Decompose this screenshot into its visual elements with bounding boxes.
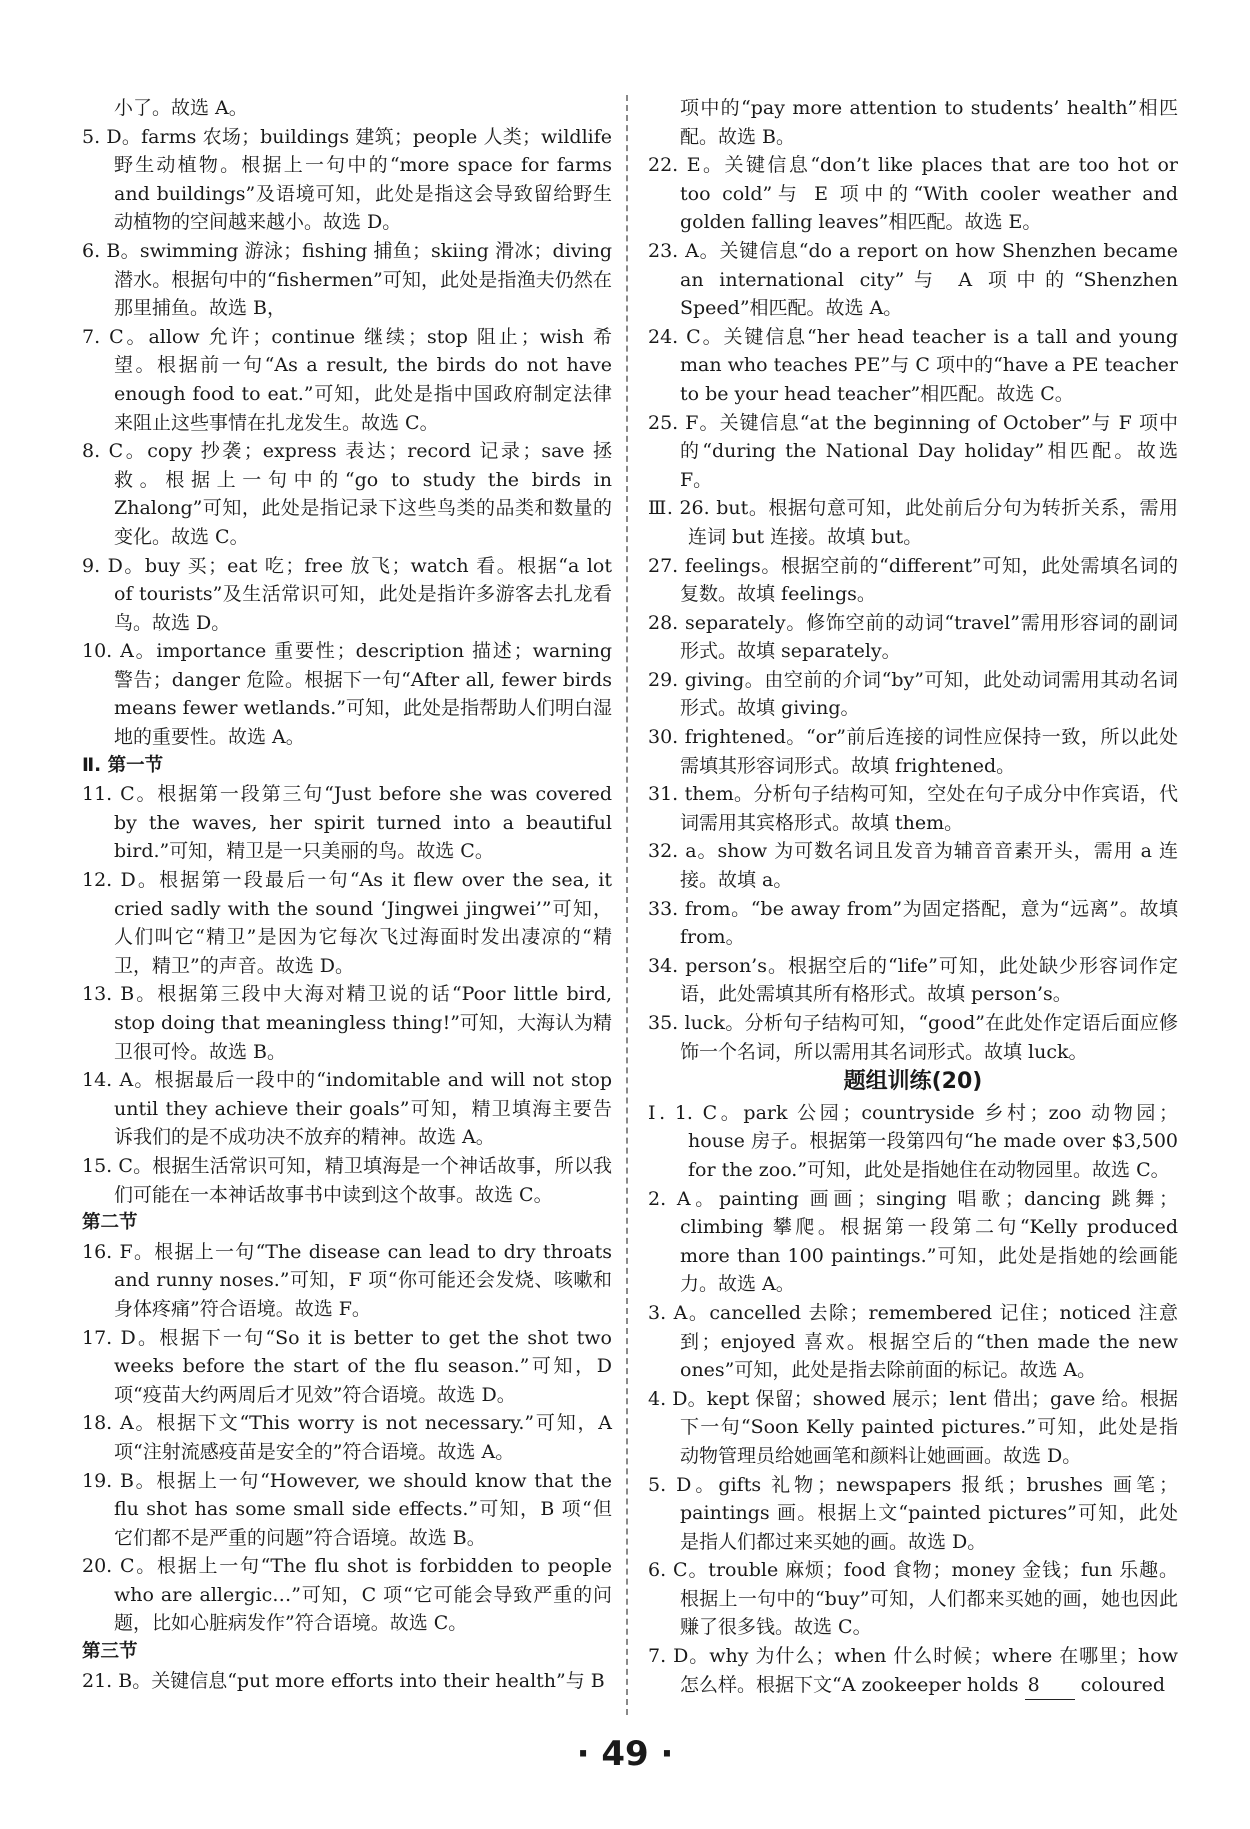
answer-item: 22. E。关键信息“don’t like places that are too hot or too cold”与 E 项中的“With cooler weather and golden falling leaves”相匹配。故选 E。 bbox=[648, 154, 1178, 234]
answer-item: 30. frightened。“or”前后连接的词性应保持一致，所以此处需填其形容词形式。故填 frightened。 bbox=[648, 726, 1178, 777]
left-column bbox=[82, 94, 612, 1695]
answer-item: 5. D。farms 农场；buildings 建筑；people 人类；wildlife 野生动植物。根据上一句中的“more space for farms and buildings”及语境可知，此处是指这会导致留给野生动植物的空间越来越小。故选 D。 bbox=[82, 125, 612, 234]
answer-item: 16. F。根据上一句“The disease can lead to dry throats and runny noses.”可知，F 项“你可能还会发烧、咳嗽和身体疼痛”符合语境。故选 F。 bbox=[82, 1240, 612, 1320]
answer-item: 15. C。根据生活常识可知，精卫填海是一个神话故事，所以我们可能在一本神话故事书中读到这个故事。故选 C。 bbox=[82, 1154, 612, 1206]
answer-item: 小了。故选 A。 bbox=[114, 97, 248, 119]
page-number: · 49 · bbox=[576, 1734, 674, 1774]
answer-item: 27. feelings。根据空前的“different”可知，此处需填名词的复数。故填 feelings。 bbox=[648, 554, 1178, 606]
section-title: 题组训练(20) bbox=[843, 1069, 983, 1095]
section-heading: 第三节 bbox=[82, 1641, 138, 1663]
answer-list-group-20 bbox=[648, 1099, 1178, 1642]
blank-number: 8 bbox=[1025, 1671, 1075, 1701]
answer-item: Ⅰ. 1. C。park 公园；countryside 乡村；zoo 动物园；house 房子。根据第一段第四句“he made over $3,500 for the zoo.”可知，此处是指她住在动物园里。故选 C。 bbox=[648, 1101, 1178, 1181]
answer-item: 28. separately。修饰空前的动词“travel”需用形容词的副词形式。故填 separately。 bbox=[648, 611, 1178, 663]
section-heading: 第二节 bbox=[82, 1212, 138, 1234]
answer-item bbox=[648, 1642, 1178, 1700]
answer-item: 17. D。根据下一句“So it is better to get the shot two weeks before the start of the flu season.”可知，D 项“疫苗大约两周后才见效”符合语境。故选 D。 bbox=[82, 1326, 612, 1406]
answer-item: 34. person’s。根据空后的“life”可知，此处缺少形容词作定语，此处需填其所有格形式。故填 person’s。 bbox=[648, 954, 1178, 1006]
answer-item: 23. A。关键信息“do a report on how Shenzhen became an international city”与 A 项中的“Shenzhen Speed”相匹配。故选 A。 bbox=[648, 239, 1178, 320]
answer-item: 35. luck。分析句子结构可知，“good”在此处作定语后面应修饰一个名词，所以需用其名词形式。故填 luck。 bbox=[648, 1012, 1178, 1063]
answer-text-tail: coloured bbox=[1080, 1673, 1165, 1696]
section-heading: Ⅱ. 第一节 bbox=[82, 754, 164, 776]
column-divider bbox=[626, 95, 628, 1715]
answer-item: 12. D。根据第一段最后一句“As it flew over the sea, it cried sadly with the sound ‘Jingwei jingwei’”可知，人们叫它“精卫”是因为它每次飞过海面时发出凄凉的“精卫，精卫”的声音。故选 D。 bbox=[82, 869, 612, 977]
answer-item: 9. D。buy 买；eat 吃；free 放飞；watch 看。根据“a lot of tourists”及生活常识可知，此处是指许多游客去扎龙看鸟。故选 D。 bbox=[82, 554, 612, 634]
answer-item: 2. A。painting 画画；singing 唱歌；dancing 跳舞；climbing 攀爬。根据第一段第二句“Kelly produced more than 100 paintings.”可知，此处是指她的绘画能力。故选 A。 bbox=[648, 1187, 1178, 1296]
answer-item: 25. F。关键信息“at the beginning of October”与 F 项中的“during the National Day holiday”相匹配。故选 F。 bbox=[648, 411, 1178, 491]
answer-item: 32. a。show 为可数名词且发音为辅音音素开头，需用 a 连接。故填 a。 bbox=[648, 840, 1178, 892]
answer-item: Ⅲ. 26. but。根据句意可知，此处前后分句为转折关系，需用连词 but 连接。故填 but。 bbox=[648, 497, 1178, 548]
answer-item: 24. C。关键信息“her head teacher is a tall and young man who teaches PE”与 C 项中的“have a PE teacher to be your head teacher”相匹配。故选 C。 bbox=[648, 325, 1178, 405]
answer-item: 7. C。allow 允许；continue 继续；stop 阻止；wish 希望。根据前一句“As a result, the birds do not have enough food to eat.”可知，此处是指中国政府制定法律来阻止这些事情在扎龙发生。故选 C。 bbox=[82, 325, 612, 434]
answer-item: 31. them。分析句子结构可知，空处在句子成分中作宾语，代词需用其宾格形式。故填 them。 bbox=[648, 783, 1178, 834]
answer-item: 21. B。关键信息“put more efforts into their health”与 B bbox=[82, 1669, 605, 1692]
answer-item: 4. D。kept 保留；showed 展示；lent 借出；gave 给。根据下一句“Soon Kelly painted pictures.”可知，此处是指动物管理员给她画笔和颜料让她画画。故选 D。 bbox=[648, 1387, 1178, 1467]
answer-item: 3. A。cancelled 去除；remembered 记住；noticed 注意到；enjoyed 喜欢。根据空后的“then made the new ones”可知，此处是指去除前面的标记。故选 A。 bbox=[648, 1301, 1178, 1382]
answer-item: 6. C。trouble 麻烦；food 食物；money 金钱；fun 乐趣。根据上一句中的“buy”可知，人们都来买她的画，她也因此赚了很多钱。故选 C。 bbox=[648, 1559, 1178, 1639]
answer-list-group-19 bbox=[648, 94, 1178, 1066]
answer-item: 项中的“pay more attention to students’ health”相匹配。故选 B。 bbox=[680, 97, 1178, 148]
answer-item: 8. C。copy 抄袭；express 表达；record 记录；save 拯救。根据上一句中的“go to study the birds in Zhalong”可知，此处是指记录下这些鸟类的品类和数量的变化。故选 C。 bbox=[82, 440, 612, 548]
answer-item: 10. A。importance 重要性；description 描述；warning 警告；danger 危险。根据下一句“After all, fewer birds means fewer wetlands.”可知，此处是指帮助人们明白湿地的重要性。故选 A。 bbox=[82, 640, 612, 749]
answer-item: 11. C。根据第一段第三句“Just before she was covered by the waves, her spirit turned into a beautiful bird.”可知，精卫是一只美丽的鸟。故选 C。 bbox=[82, 783, 612, 863]
right-column bbox=[648, 94, 1178, 1700]
answer-item: 33. from。“be away from”为固定搭配，意为“远离”。故填 from。 bbox=[648, 897, 1178, 949]
answer-item: 13. B。根据第三段中大海对精卫说的话“Poor little bird, stop doing that meaningless thing!”可知，大海认为精卫很可怜。故选 B。 bbox=[82, 983, 612, 1063]
answer-item: 29. giving。由空前的介词“by”可知，此处动词需用其动名词形式。故填 giving。 bbox=[648, 668, 1178, 720]
answer-item: 19. B。根据上一句“However, we should know that the flu shot has some small side effects.”可知，B 项“但它们都不是严重的问题”符合语境。故选 B。 bbox=[82, 1469, 612, 1549]
answer-text: 7. D。why 为什么；when 什么时候；where 在哪里；how 怎么样。根据下文“A zookeeper holds bbox=[648, 1645, 1178, 1696]
answer-item: 18. A。根据下文“This worry is not necessary.”可知，A 项“注射流感疫苗是安全的”符合语境。故选 A。 bbox=[82, 1412, 612, 1463]
answer-item: 14. A。根据最后一段中的“indomitable and will not stop until they achieve their goals”可知，精卫填海主要告诉我们的是不成功决不放弃的精神。故选 A。 bbox=[82, 1069, 612, 1149]
answer-item: 20. C。根据上一句“The flu shot is forbidden to people who are allergic…”可知，C 项“它可能会导致严重的问题，比如心脏病发作”符合语境。故选 C。 bbox=[82, 1555, 612, 1635]
answer-item: 6. B。swimming 游泳；fishing 捕鱼；skiing 滑冰；diving 潜水。根据句中的“fishermen”可知，此处是指渔夫仍然在那里捕鱼。故选 B， bbox=[82, 239, 612, 320]
answer-item: 5. D。gifts 礼物；newspapers 报纸；brushes 画笔；paintings 画。根据上文“painted pictures”可知，此处是指人们都过来买她的画。故选 D。 bbox=[648, 1473, 1178, 1553]
